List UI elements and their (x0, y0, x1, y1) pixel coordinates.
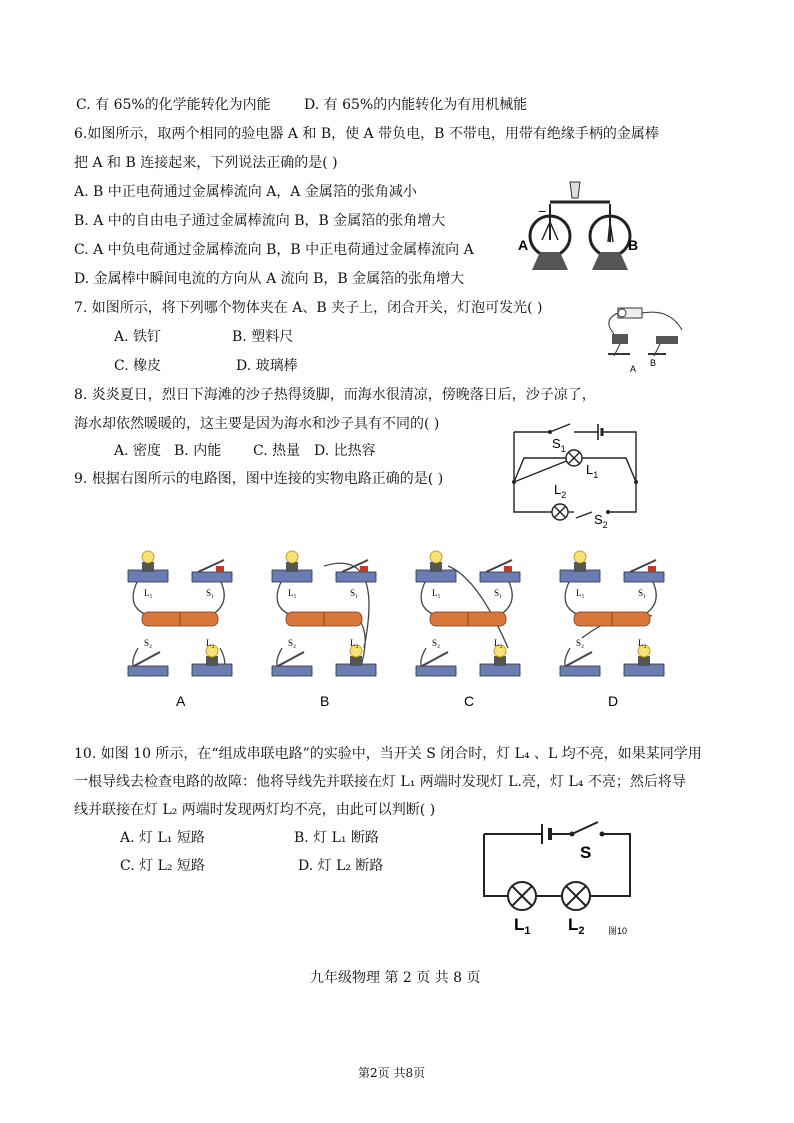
panel-label-s2: S₂ (432, 638, 441, 648)
panel-label-l2: L₂ (206, 638, 215, 648)
lamp-socket (206, 656, 218, 666)
q10-line1: 10. 如图 10 所示，在“组成串联电路”的实验中，当开关 S 闭合时，灯 L₄ 、L 均不亮，如果某同学用 (74, 746, 702, 762)
page-footer-inner: 九年级物理 第 2 页 共 8 页 (310, 970, 481, 986)
q10-l1-label: L (514, 915, 525, 934)
lamp-socket (350, 656, 362, 666)
q9-panel-a[interactable] (120, 548, 240, 713)
q7-option-a: A. 铁钉 (114, 329, 162, 345)
panel-label-s1: S₁ (494, 588, 503, 598)
q9-panel-d[interactable] (552, 548, 672, 713)
q10-figure-caption: 图10 (608, 926, 628, 936)
q10-circuit-figure (480, 822, 640, 937)
q9-l1-sub: 1 (593, 470, 599, 480)
electroscope-label-b: B (628, 237, 639, 253)
switch-board (272, 666, 312, 676)
q9-panel-c[interactable] (408, 548, 528, 713)
panel-letter: A (176, 693, 186, 709)
panel-label-l2: L₂ (638, 638, 647, 648)
q7-option-d: D. 玻璃棒 (236, 358, 298, 374)
lamp-bulb (430, 551, 442, 563)
page-footer-outer: 第2页 共8页 (358, 1066, 426, 1080)
switch-terminal (216, 566, 224, 572)
svg-text:L1 (514, 915, 531, 937)
panel-label-s1: S₁ (206, 588, 215, 598)
q7-label-a: A (630, 364, 637, 374)
panel-label-l1: L₁ (576, 588, 585, 598)
panel-label-s2: S₂ (576, 638, 585, 648)
switch-lever (566, 652, 592, 666)
switch-terminal (360, 566, 368, 572)
panel-label-s2: S₂ (288, 638, 297, 648)
electroscope-label-a: A (518, 237, 529, 253)
q8-option-d: D. 比热容 (314, 443, 376, 459)
q10-switch-label: S (580, 843, 592, 862)
q9-panel-b[interactable] (264, 548, 384, 713)
lamp-socket (142, 562, 154, 572)
panel-label-l2: L₂ (350, 638, 359, 648)
q7-option-c: C. 橡皮 (114, 358, 162, 374)
q9-s1-sub: 1 (560, 444, 566, 454)
q8-stem-line1: 8. 炎炎夏日，烈日下海滩的沙子热得烫脚，而海水很清凉，傍晚落日后，沙子凉了， (74, 387, 596, 403)
q6-option-d: D. 金属棒中瞬间电流的方向从 A 流向 B，B 金属箔的张角增大 (74, 271, 465, 287)
q10-option-a: A. 灯 L₁ 短路 (120, 830, 205, 846)
switch-board (480, 572, 520, 582)
q7-circuit-figure (600, 300, 690, 375)
q5-option-c: C. 有 65%的化学能转化为内能 (76, 97, 271, 113)
svg-text:L2 (554, 482, 566, 500)
q9-schematic (510, 420, 640, 528)
q8-option-b: B. 内能 (174, 443, 222, 459)
switch-lever (422, 652, 448, 666)
q8-option-c: C. 热量 (253, 443, 301, 459)
lamp-socket (574, 562, 586, 572)
q8-option-a: A. 密度 (114, 443, 162, 459)
q7-option-b: B. 塑料尺 (232, 329, 294, 345)
q7-stem: 7. 如图所示，将下列哪个物体夹在 A、B 夹子上，闭合开关，灯泡可发光( ) (74, 300, 543, 316)
switch-board (560, 666, 600, 676)
switch-board (624, 572, 664, 582)
lamp-socket (638, 656, 650, 666)
q6-stem-line2: 把 A 和 B 连接起来，下列说法正确的是( ) (74, 155, 338, 171)
lamp-socket (430, 562, 442, 572)
q9-l2-sub: 2 (561, 490, 567, 500)
panel-label-l2: L₂ (494, 638, 503, 648)
q9-s2-label: S (594, 512, 603, 527)
lamp-socket (494, 656, 506, 666)
q10-option-b: B. 灯 L₁ 断路 (294, 830, 379, 846)
switch-board (192, 572, 232, 582)
q9-s2-sub: 2 (602, 520, 608, 530)
q9-photo-panels (120, 548, 660, 713)
switch-board (416, 666, 456, 676)
q8-stem-line2: 海水却依然暖暖的，这主要是因为海水和沙子具有不同的( ) (74, 416, 440, 432)
q10-line3: 线并联接在灯 L₂ 两端时发现两灯均不亮，由此可以判断( ) (74, 802, 436, 818)
q6-option-b: B. A 中的自由电子通过金属棒流向 B，B 金属箔的张角增大 (74, 213, 446, 229)
q6-stem-line1: 6.如图所示，取两个相同的验电器 A 和 B，使 A 带负电，B 不带电，用带有绝缘手柄的金属棒 (74, 126, 659, 142)
panel-letter: B (320, 693, 330, 709)
panel-label-s1: S₁ (638, 588, 647, 598)
q6-option-a: A. B 中正电荷通过金属棒流向 A，A 金属箔的张角减小 (74, 184, 417, 200)
q6-option-c: C. A 中负电荷通过金属棒流向 B，B 中正电荷通过金属棒流向 A (74, 242, 474, 258)
q9-s1-label: S (552, 436, 561, 451)
q10-l2-sub: 2 (578, 925, 585, 937)
lamp-bulb (286, 551, 298, 563)
switch-board (336, 572, 376, 582)
panel-label-l1: L₁ (288, 588, 297, 598)
svg-text:L2 (568, 915, 585, 937)
panel-label-s1: S₁ (350, 588, 359, 598)
q9-l1-label: L (586, 462, 594, 477)
panel-label-l1: L₁ (432, 588, 441, 598)
q10-option-d: D. 灯 L₂ 断路 (298, 858, 384, 874)
lamp-bulb (142, 551, 154, 563)
panel-letter: D (608, 693, 619, 709)
q10-l1-sub: 1 (524, 925, 531, 937)
lamp-socket (286, 562, 298, 572)
switch-lever (134, 652, 160, 666)
q7-label-b: B (650, 358, 657, 368)
q9-l2-label: L (554, 482, 562, 497)
q5-option-d: D. 有 65%的内能转化为有用机械能 (304, 97, 528, 113)
q10-line2: 一根导线去检查电路的故障：他将导线先并联接在灯 L₁ 两端时发现灯 L.亮，灯 L₄ 不亮；然后将导 (74, 774, 686, 790)
svg-text:L1 (586, 462, 598, 480)
panel-label-s2: S₂ (144, 638, 153, 648)
svg-text:S1 (552, 436, 566, 454)
q10-l2-label: L (568, 915, 579, 934)
switch-terminal (648, 566, 656, 572)
q10-option-c: C. 灯 L₂ 短路 (120, 858, 205, 874)
panel-letter: C (464, 693, 475, 709)
switch-terminal (504, 566, 512, 572)
q9-stem: 9. 根据右图所示的电路图，图中连接的实物电路正确的是( ) (74, 471, 444, 487)
q6-electroscope-figure (510, 178, 640, 278)
switch-lever (278, 652, 304, 666)
svg-text:S2 (594, 512, 608, 530)
lamp-bulb (574, 551, 586, 563)
panel-label-l1: L₁ (144, 588, 153, 598)
switch-board (128, 666, 168, 676)
electroscope-minus: − (538, 203, 547, 219)
